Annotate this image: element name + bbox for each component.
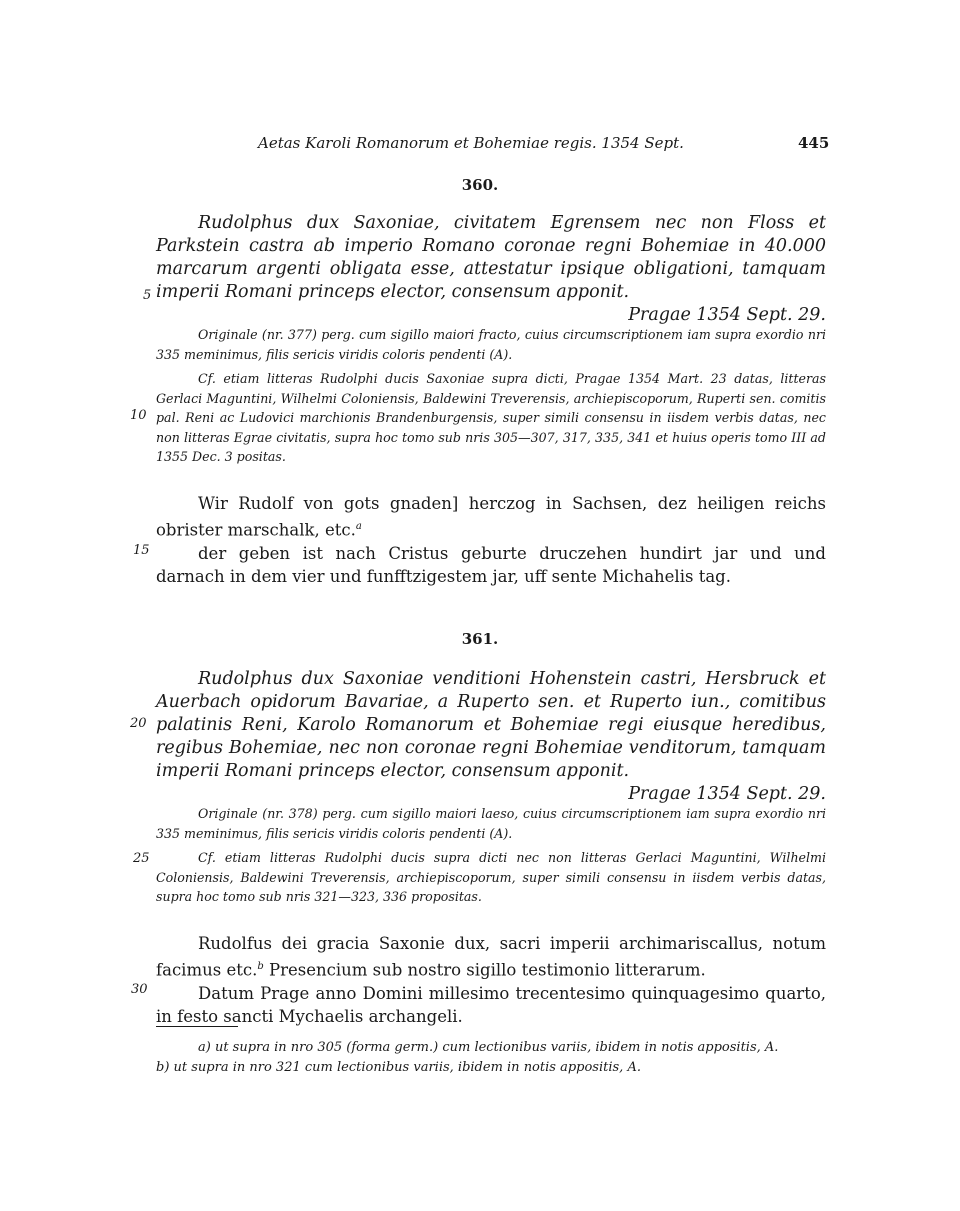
regest-text: Rudolphus dux Saxoniae, civitatem Egrensem nec non Floss et Parkstein castra ab imperio Romano coronae regni Bohemiae in 40.000 marcarum argenti obligata esse, attestatur ipsique obligationi, tamquam imperii Romani princeps elector, consensum apponit. Pragae 1354 Sept. 29. [156,213,826,325]
line-number-5: 5 [143,288,152,303]
note-cf: Cf. etiam litteras Rudolphi ducis Saxoniae supra dicti, Pragae 1354 Mart. 23 datas, litteras Gerlaci Maguntini, Wilhelmi Coloniensis, Baldewini Treverensis, archiepiscoporum, Ruperti sen. comitis pal. Reni ac Ludovici marchionis Brandenburgensis, super simili consensu in iisdem verbis datas, nec non litteras Egrae civitatis, supra hoc tomo sub nris 305—307, 317, 335, 341 et huius operis tomo III ad 1355 Dec. 3 positas. [156,371,826,464]
text-paragraph: der geben ist nach Cristus geburte druczehen hundirt jar und und darnach in dem vier und funfftzigestem jar, uff sente Michahelis tag. [156,543,826,586]
footnotes [156,1038,828,1077]
place-date: Pragae 1354 Sept. 29. [628,305,826,325]
footnote-mark-a: a [355,521,362,532]
note-original: Originale (nr. 377) perg. cum sigillo maiori fracto, cuius circumscriptionem iam supra exordio nri 335 meminimus, filis sericis viridis coloris pendenti (A). [156,327,826,362]
line-number-25: 25 [133,851,150,866]
note-original: Originale (nr. 378) perg. cum sigillo maiori laeso, cuius circumscriptionem iam supra exordio nri 335 meminimus, filis sericis viridis coloris pendenti (A). [156,806,826,841]
regest-360 [156,212,826,327]
text-paragraph: Wir Rudolf von gots gnaden] herczog in Sachsen, dez heiligen reichs obrister marschalk, etc.$^a$ [156,494,826,540]
footnote-b: b) ut supra in nro 321 cum lectionibus variis, ibidem in notis appositis, A. [156,1059,641,1075]
source-notes-360 [156,325,826,467]
line-number-10: 10 [130,408,147,423]
running-title: Aetas Karoli Romanorum et Bohemiae regis. 1354 Sept. [258,134,684,152]
footnote-mark-b: b [257,961,264,972]
footnote-a: a) ut supra in nro 305 (forma germ.) cum lectionibus variis, ibidem in notis appositis, A. [198,1040,779,1055]
line-number-15: 15 [133,543,150,558]
document-number-361: 361. [461,630,499,648]
line-number-30: 30 [131,982,148,997]
document-number-360: 360. [461,176,499,194]
place-date: Pragae 1354 Sept. 29. [628,784,826,804]
text-paragraph: Rudolfus dei gracia Saxonie dux, sacri imperii archimariscallus, notum facimus etc.$^b$ Presencium sub nostro sigillo testimonio litterarum. [156,934,826,980]
footnote-rule [156,1026,238,1027]
line-number-20: 20 [130,716,147,731]
page-number: 445 [798,134,830,152]
text-361 [156,932,826,1028]
regest-text: Rudolphus dux Saxoniae venditioni Hohenstein castri, Hersbruck et Auerbach opidorum Bavariae, a Ruperto sen. et Ruperto iun., comitibus palatinis Reni, Karolo Romanorum et Bohemiae regi eiusque heredibus, regibus Bohemiae, nec non coronae regni Bohemiae venditorum, tamquam imperii Romani princeps elector, consensum apponit. Pragae 1354 Sept. 29. [156,669,826,804]
note-cf: Cf. etiam litteras Rudolphi ducis supra dicti nec non litteras Gerlaci Maguntini, Wilhelmi Coloniensis, Baldewini Treverensis, archiepiscoporum, super simili consensu in iisdem verbis datas, supra hoc tomo sub nris 321—323, 336 propositas. [156,850,826,904]
source-notes-361 [156,804,826,907]
regest-361 [156,668,826,806]
text-paragraph: Datum Prage anno Domini millesimo trecentesimo quinquagesimo quarto, in festo sancti Mychaelis archangeli. [156,983,826,1026]
text-360 [156,492,826,588]
